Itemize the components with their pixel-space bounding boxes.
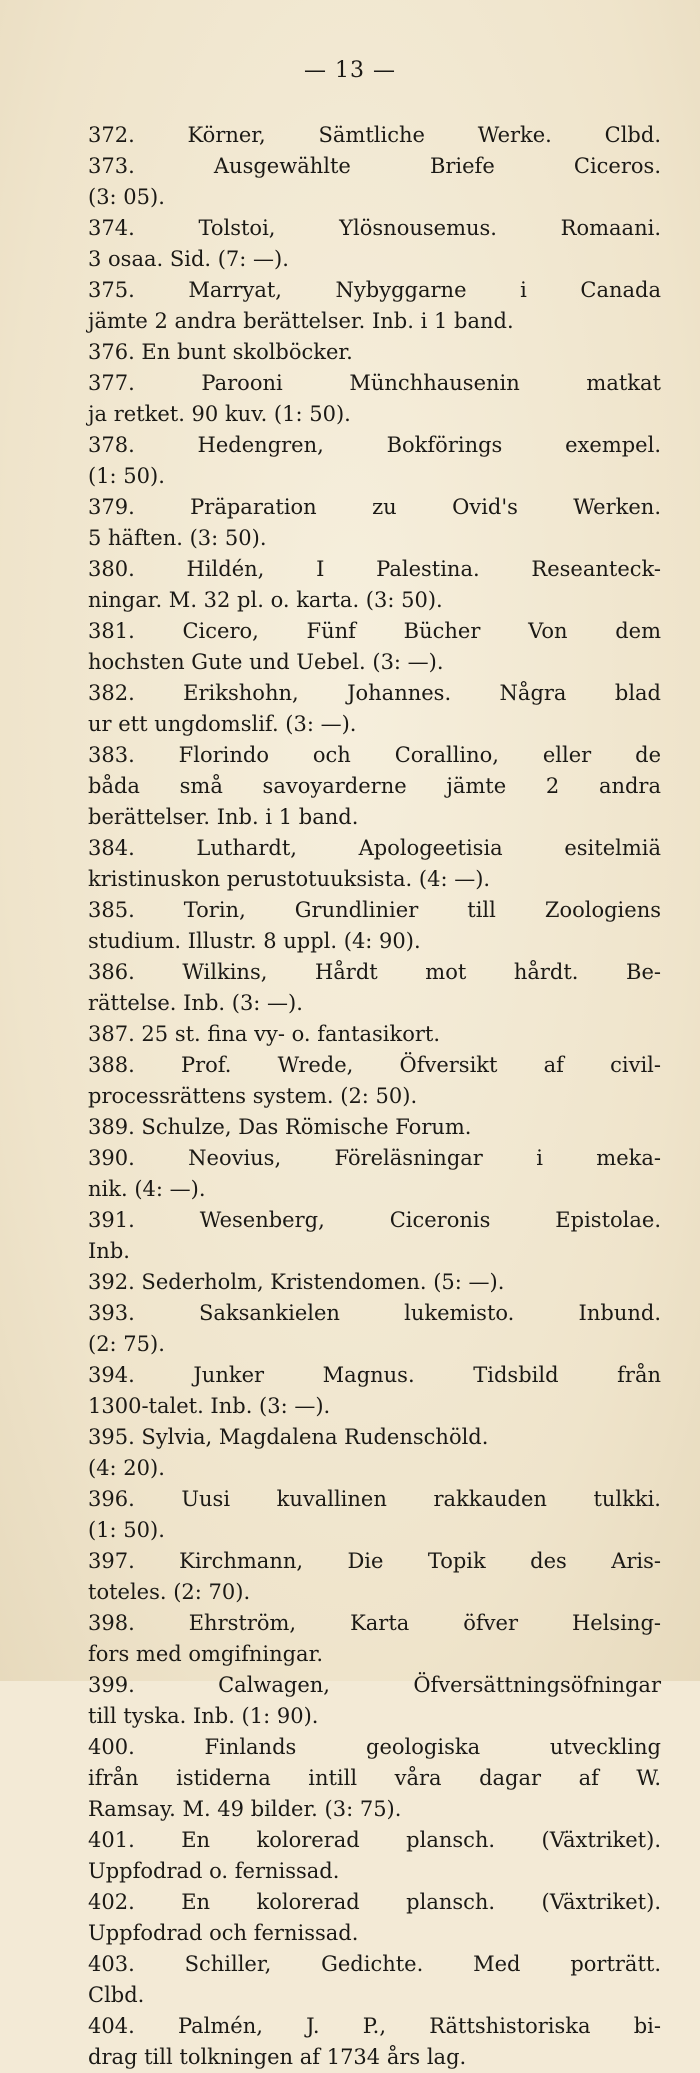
catalog-line: 379. Präparation zu Ovid's Werken. xyxy=(88,495,661,519)
catalog-line: 5 häften. (3: 50). xyxy=(88,526,267,550)
catalog-line: Clbd. xyxy=(88,1983,145,2007)
catalog-line: 396. Uusi kuvallinen rakkauden tulkki. xyxy=(88,1487,661,1511)
catalog-line: 404. Palmén, J. P., Rättshistoriska bi- xyxy=(88,2014,661,2038)
catalog-line: 373. Ausgewählte Briefe Ciceros. xyxy=(88,154,661,178)
catalog-line: 391. Wesenberg, Ciceronis Epistolae. xyxy=(88,1208,661,1232)
catalog-line: 398. Ehrström, Karta öfver Helsing- xyxy=(88,1611,661,1635)
catalog-line: 392. Sederholm, Kristendomen. (5: —). xyxy=(88,1270,505,1294)
catalog-line: nik. (4: —). xyxy=(88,1177,206,1201)
catalog-line: 385. Torin, Grundlinier till Zoologiens xyxy=(88,898,661,922)
catalog-line: 376. En bunt skolböcker. xyxy=(88,340,353,364)
catalog-line: Uppfodrad o. fernissad. xyxy=(88,1859,340,1883)
catalog-line: jämte 2 andra berättelser. Inb. i 1 band. xyxy=(88,309,514,333)
catalog-line: båda små savoyarderne jämte 2 andra xyxy=(88,774,661,798)
catalog-line: 377. Parooni Münchhausenin matkat xyxy=(88,371,661,395)
catalog-line: 397. Kirchmann, Die Topik des Aris- xyxy=(88,1549,661,1573)
catalog-line: (4: 20). xyxy=(88,1456,165,1480)
catalog-line: ja retket. 90 kuv. (1: 50). xyxy=(88,402,351,426)
catalog-line: 381. Cicero, Fünf Bücher Von dem xyxy=(88,619,661,643)
catalog-line: 372. Körner, Sämtliche Werke. Clbd. xyxy=(88,123,661,147)
catalog-line: 1300-talet. Inb. (3: —). xyxy=(88,1394,331,1418)
catalog-line: 399. Calwagen, Öfversättningsöfningar xyxy=(88,1673,661,1697)
catalog-line: Ramsay. M. 49 bilder. (3: 75). xyxy=(88,1797,402,1821)
catalog-line: ningar. M. 32 pl. o. karta. (3: 50). xyxy=(88,588,443,612)
catalog-column xyxy=(88,120,661,2073)
catalog-line: (1: 50). xyxy=(88,464,165,488)
catalog-line: 375. Marryat, Nybyggarne i Canada xyxy=(88,278,661,302)
catalog-line: rättelse. Inb. (3: —). xyxy=(88,991,303,1015)
catalog-line: 388. Prof. Wrede, Öfversikt af civil- xyxy=(88,1053,661,1077)
catalog-line: (1: 50). xyxy=(88,1518,165,1542)
catalog-line: 383. Florindo och Corallino, eller de xyxy=(88,743,661,767)
catalog-line: 395. Sylvia, Magdalena Rudenschöld. xyxy=(88,1425,489,1449)
catalog-line: 402. En kolorerad plansch. (Växtriket). xyxy=(88,1890,661,1914)
catalog-line: fors med omgifningar. xyxy=(88,1642,323,1666)
catalog-line: 386. Wilkins, Hårdt mot hårdt. Be- xyxy=(88,960,661,984)
catalog-line: Uppfodrad och fernissad. xyxy=(88,1921,359,1945)
catalog-line: till tyska. Inb. (1: 90). xyxy=(88,1704,319,1728)
catalog-line: hochsten Gute und Uebel. (3: —). xyxy=(88,650,444,674)
catalog-line: processrättens system. (2: 50). xyxy=(88,1084,418,1108)
catalog-line: 400. Finlands geologiska utveckling xyxy=(88,1735,661,1759)
catalog-line: 390. Neovius, Föreläsningar i meka- xyxy=(88,1146,661,1170)
catalog-line: kristinuskon perustotuuksista. (4: —). xyxy=(88,867,491,891)
catalog-line: 382. Erikshohn, Johannes. Några blad xyxy=(88,681,661,705)
catalog-line: 403. Schiller, Gedichte. Med porträtt. xyxy=(88,1952,661,1976)
catalog-line: ifrån istiderna intill våra dagar af W. xyxy=(88,1766,661,1790)
catalog-line: ur ett ungdomslif. (3: —). xyxy=(88,712,357,736)
page-number: — 13 — xyxy=(304,58,396,83)
catalog-line: drag till tolkningen af 1734 års lag. xyxy=(88,2045,467,2069)
catalog-line: studium. Illustr. 8 uppl. (4: 90). xyxy=(88,929,421,953)
catalog-line: 384. Luthardt, Apologeetisia esitelmiä xyxy=(88,836,661,860)
catalog-line: berättelser. Inb. i 1 band. xyxy=(88,805,359,829)
catalog-line: 393. Saksankielen lukemisto. Inbund. xyxy=(88,1301,661,1325)
catalog-line: 3 osaa. Sid. (7: —). xyxy=(88,247,289,271)
catalog-line: 378. Hedengren, Bokförings exempel. xyxy=(88,433,661,457)
catalog-line: Inb. xyxy=(88,1239,130,1263)
catalog-line: (3: 05). xyxy=(88,185,165,209)
catalog-line: 394. Junker Magnus. Tidsbild från xyxy=(88,1363,661,1387)
catalog-line: toteles. (2: 70). xyxy=(88,1580,251,1604)
catalog-line: 374. Tolstoi, Ylösnousemus. Romaani. xyxy=(88,216,661,240)
catalog-line: 389. Schulze, Das Römische Forum. xyxy=(88,1115,472,1139)
catalog-line: (2: 75). xyxy=(88,1332,165,1356)
catalog-line: 401. En kolorerad plansch. (Växtriket). xyxy=(88,1828,661,1852)
catalog-line: 380. Hildén, I Palestina. Reseanteck- xyxy=(88,557,661,581)
catalog-line: 387. 25 st. fina vy- o. fantasikort. xyxy=(88,1022,441,1046)
